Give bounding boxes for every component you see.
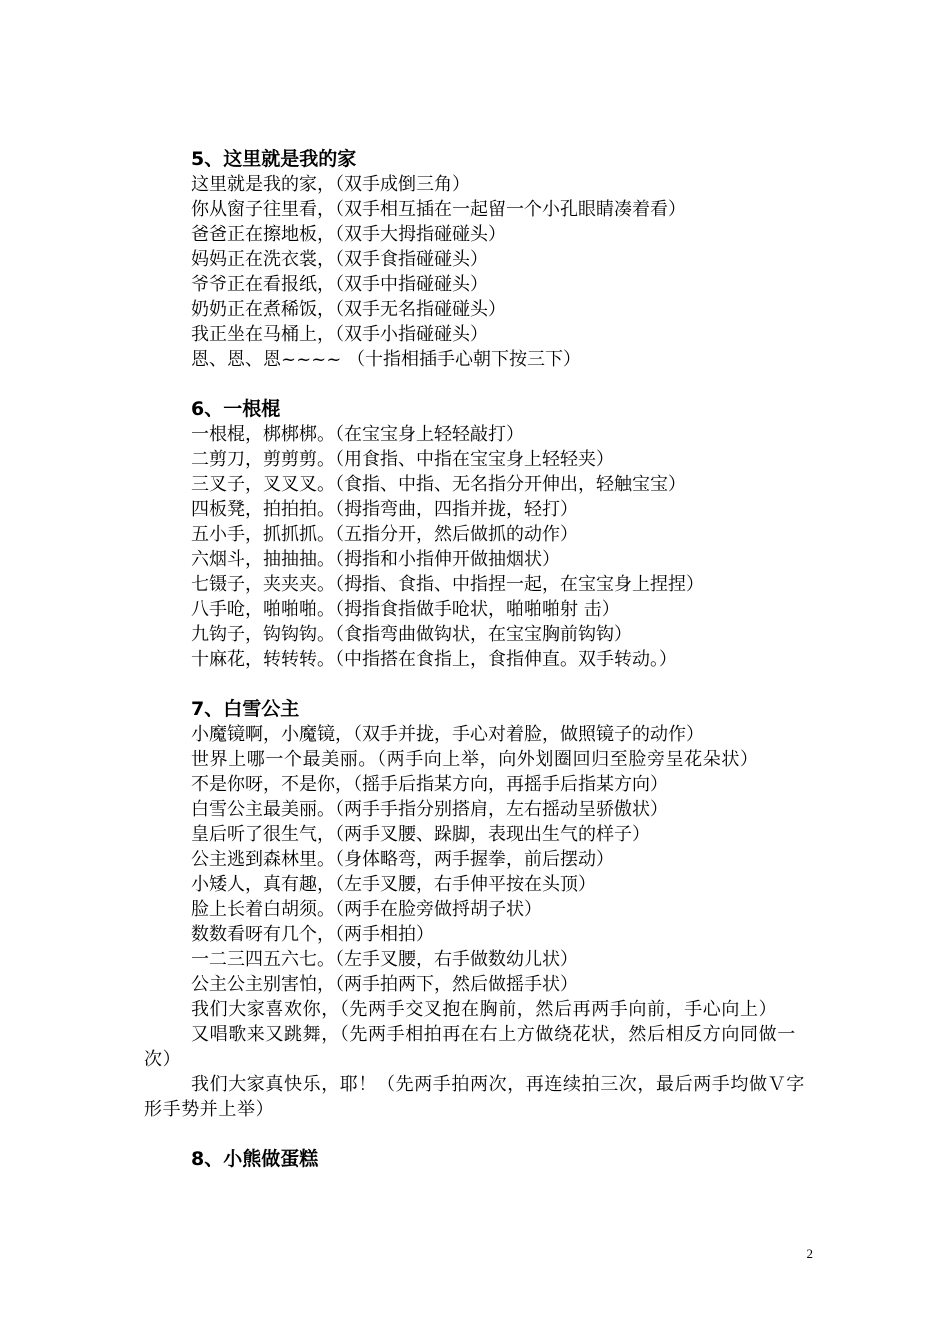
text-line: 五小手，抓抓抓。（五指分开，然后做抓的动作）	[191, 524, 578, 545]
text-line: 皇后听了很生气，（两手叉腰、跺脚，表现出生气的样子）	[191, 824, 650, 845]
blank-line	[144, 372, 810, 397]
text-line: 三叉子，叉叉叉。（食指、中指、无名指分开伸出，轻触宝宝）	[191, 474, 686, 495]
text-line: 八手呛，啪啪啪。（拇指食指做手呛状，啪啪啪射 击）	[191, 599, 620, 620]
text-line: 爷爷正在看报纸，（双手中指碰碰头）	[191, 274, 488, 295]
text-line: 恩、恩、恩~~~~ （十指相插手心朝下按三下）	[191, 349, 582, 370]
text-paragraph: 世界上哪一个最美丽。（两手向上举，向外划圈回归至脸旁呈花朵状）	[191, 749, 759, 770]
text-line: 妈妈正在洗衣裳，（双手食指碰碰头）	[191, 249, 488, 270]
page-number: 2	[806, 1246, 813, 1261]
text-paragraph: 我们大家真快乐，耶！（先两手拍两次，再连续拍三次，最后两手均做Ｖ字形手势并上举）	[144, 1074, 805, 1120]
text-line: 这里就是我的家，（双手成倒三角）	[191, 174, 470, 195]
text-line: 四板凳，拍拍拍。（拇指弯曲，四指并拢，轻打）	[191, 499, 578, 520]
text-paragraph: 又唱歌来又跳舞，（先两手相拍再在右上方做绕花状，然后相反方向同做一次）	[144, 1024, 796, 1070]
document-body	[144, 147, 810, 1172]
text-line: 十麻花，转转转。（中指搭在食指上，食指伸直。双手转动。）	[191, 649, 677, 670]
text-line: 公主公主别害怕，（两手拍两下，然后做摇手状）	[191, 974, 578, 995]
text-line: 九钩子，钩钩钩。（食指弯曲做钩状，在宝宝胸前钩钩）	[191, 624, 632, 645]
text-line: 白雪公主最美丽。（两手手指分别搭肩，左右摇动呈骄傲状）	[191, 799, 668, 820]
section-heading: 7、白雪公主	[191, 698, 300, 720]
text-line: 我正坐在马桶上，（双手小指碰碰头）	[191, 324, 488, 345]
text-line: 一根棍，梆梆梆。（在宝宝身上轻轻敲打）	[191, 424, 524, 445]
text-line: 你从窗子往里看，（双手相互插在一起留一个小孔眼睛凑着看）	[191, 199, 686, 220]
text-line: 六烟斗，抽抽抽。（拇指和小指伸开做抽烟状）	[191, 549, 560, 570]
text-line: 脸上长着白胡须。（两手在脸旁做捋胡子状）	[191, 899, 542, 920]
blank-line	[144, 1122, 810, 1147]
text-line: 一二三四五六七。（左手叉腰，右手做数幼儿状）	[191, 949, 578, 970]
text-line: 数数看呀有几个，（两手相拍）	[191, 924, 434, 945]
text-line: 小魔镜啊，小魔镜，（双手并拢，手心对着脸，做照镜子的动作）	[191, 724, 704, 745]
text-line: 小矮人，真有趣，（左手叉腰，右手伸平按在头顶）	[191, 874, 596, 895]
blank-line	[144, 672, 810, 697]
text-line: 不是你呀，不是你，（摇手后指某方向，再摇手后指某方向）	[191, 774, 668, 795]
text-line: 七镊子，夹夹夹。（拇指、食指、中指捏一起，在宝宝身上捏捏）	[191, 574, 704, 595]
text-line: 爸爸正在擦地板，（双手大拇指碰碰头）	[191, 224, 506, 245]
text-line: 二剪刀，剪剪剪。（用食指、中指在宝宝身上轻轻夹）	[191, 449, 614, 470]
text-line: 奶奶正在煮稀饭，（双手无名指碰碰头）	[191, 299, 506, 320]
section-heading: 5、这里就是我的家	[191, 148, 357, 170]
text-paragraph: 我们大家喜欢你，（先两手交叉抱在胸前，然后再两手向前，手心向上）	[191, 999, 778, 1020]
section-heading: 6、一根棍	[191, 398, 281, 420]
text-line: 公主逃到森林里。（身体略弯，两手握拳，前后摆动）	[191, 849, 614, 870]
section-heading: 8、小熊做蛋糕	[191, 1148, 319, 1170]
